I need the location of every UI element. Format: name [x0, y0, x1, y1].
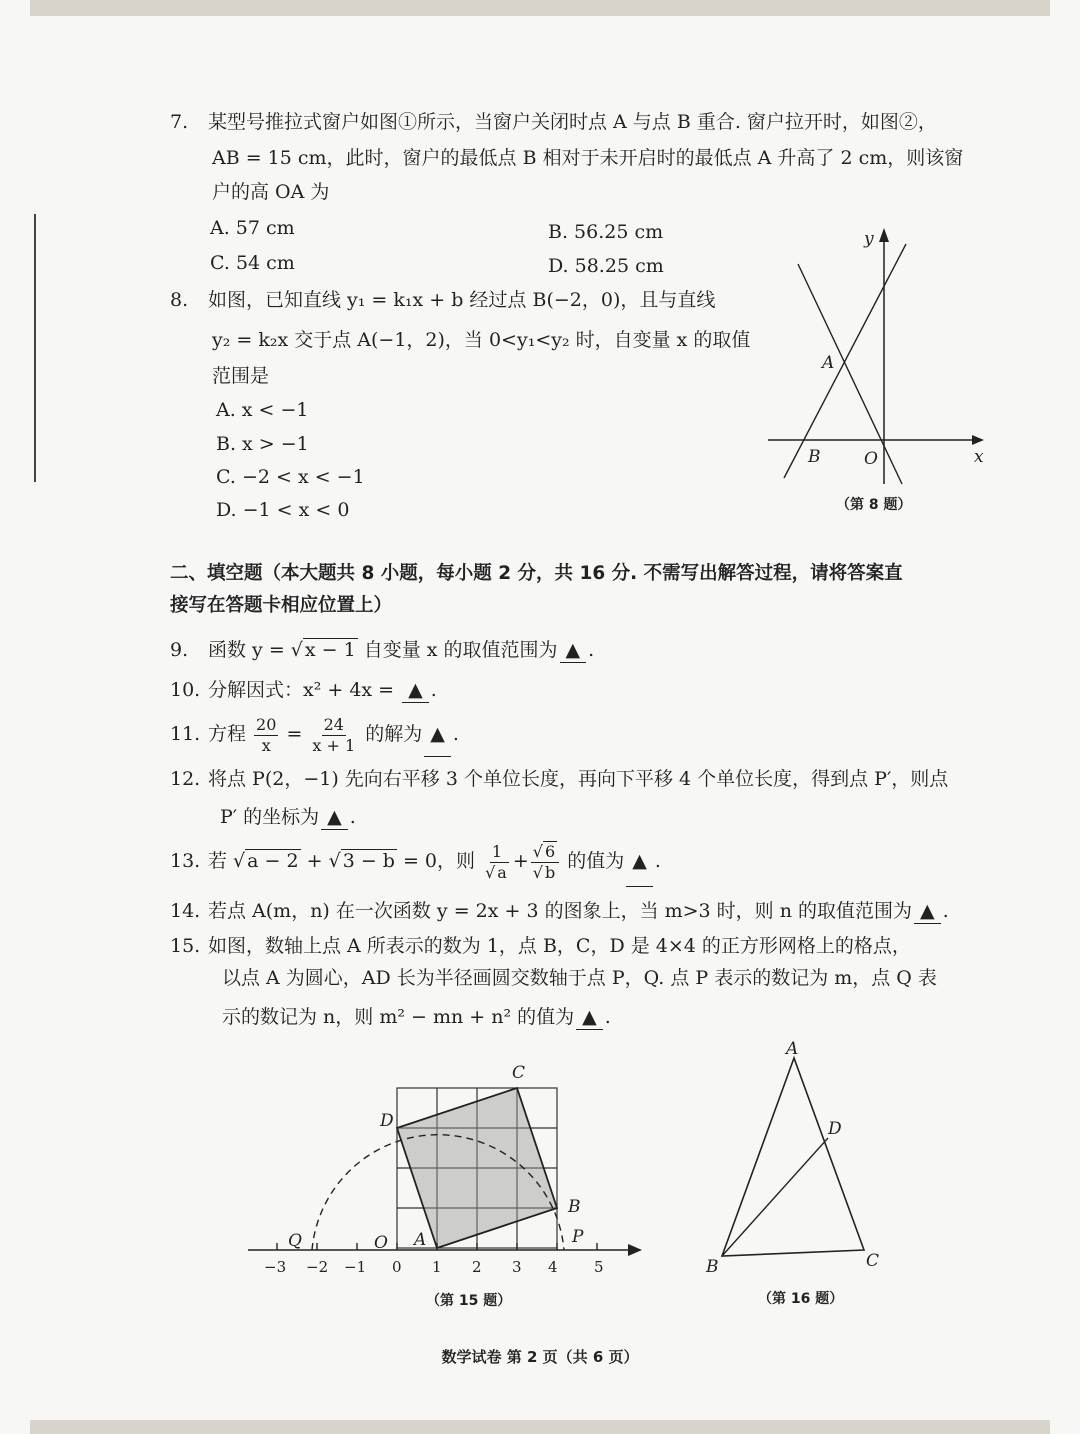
section-2-heading-line-2: 接写在答题卡相应位置上）: [170, 595, 393, 616]
q8-line-1: 8. 如图，已知直线 y₁ = k₁x + b 经过点 B(−2，0)，且与直线: [170, 289, 716, 311]
q9: 9. 函数 y = √ x − 1 自变量 x 的取值范围为 ▲ .: [170, 639, 595, 661]
tick-label-neg2: −2: [306, 1258, 329, 1276]
tick-label-neg1: −1: [344, 1258, 367, 1276]
q8-option-a: A. x < −1: [216, 399, 309, 421]
tick-label-neg3: −3: [264, 1258, 287, 1276]
q12-line-2: P′ 的坐标为 ▲ .: [220, 806, 356, 828]
figure-8-graph: [760, 222, 1000, 492]
label-a: A: [786, 1039, 799, 1059]
fraction-1-over-sqrt-a: $\frac{1}{√ a}$: [485, 841, 507, 882]
q7-option-b: B. 56.25 cm: [548, 221, 664, 243]
fraction-sqrt6-over-sqrt-b: $\frac{√ 6}{√ b}$: [531, 842, 559, 883]
answer-blank: ▲: [626, 836, 653, 887]
ticks: [277, 1243, 597, 1250]
label-c: C: [512, 1063, 526, 1083]
fraction-24-over-x-plus-1: $\frac{24}{x + 1}$: [312, 714, 356, 755]
fraction-20-over-x: $\frac{20}{x}$: [256, 714, 277, 755]
tick-label-3: 3: [512, 1258, 522, 1276]
tick-label-0: 0: [392, 1258, 402, 1276]
figure-8-caption: （第 8 题）: [836, 497, 912, 513]
label-x: x: [974, 447, 984, 467]
tick-label-2: 2: [472, 1258, 482, 1276]
y-axis-arrow: [879, 228, 889, 242]
q15-line-1: 15. 如图，数轴上点 A 所表示的数为 1，点 B，C，D 是 4×4 的正方形网格上的格点，: [170, 935, 911, 957]
q7-line-1: 7. 某型号推拉式窗户如图①所示，当窗户关闭时点 A 与点 B 重合. 窗户拉开时，如图②，: [170, 111, 937, 133]
label-q: Q: [288, 1231, 302, 1251]
label-p: P: [572, 1227, 584, 1247]
section-2-heading-line-1: 二、填空题（本大题共 8 小题，每小题 2 分，共 16 分. 不需写出解答过程，请将答案直: [170, 563, 903, 584]
q11: 11. 方程 $\frac{20}{x}$ = $\frac{24}{x + 1}$ 的解为 ▲ .: [170, 712, 459, 757]
q7-line-3: 户的高 OA 为: [212, 181, 330, 203]
q7-option-a: A. 57 cm: [210, 217, 295, 239]
figure-15-grid: [240, 1060, 660, 1290]
page-top-edge: [30, 0, 1050, 16]
label-o: O: [864, 449, 878, 469]
q8-line-3: 范围是: [212, 365, 270, 387]
q8-line-2: y₂ = k₂x 交于点 A(−1，2)，当 0<y₁<y₂ 时，自变量 x 的取值: [212, 329, 751, 351]
q7-line-2: AB = 15 cm，此时，窗户的最低点 B 相对于未开启时的最低点 A 升高了 2 cm，则该窗: [212, 147, 964, 169]
figure-16-caption: （第 16 题）: [758, 1291, 844, 1307]
figure-15-caption: （第 15 题）: [426, 1293, 512, 1309]
answer-blank: ▲: [424, 712, 451, 757]
figure-16-triangle: [700, 1036, 900, 1276]
label-b: B: [568, 1197, 581, 1217]
label-c: C: [866, 1251, 880, 1271]
q13: 13. 若 √ a − 2 + √ 3 − b = 0，则 $\frac{1}{√ a}$ + $\frac{√ 6}{√ b}$ 的值为 ▲ .: [170, 836, 661, 887]
q15-line-2: 以点 A 为圆心，AD 长为半径画圆交数轴于点 P，Q. 点 P 表示的数记为 m，点 Q 表: [222, 967, 937, 989]
tick-label-1: 1: [432, 1258, 442, 1276]
segment-bd: [722, 1138, 828, 1256]
label-d: D: [828, 1119, 842, 1139]
shaded-square-abcd: [397, 1088, 557, 1248]
page-bottom-edge: [30, 1420, 1050, 1434]
label-o: O: [374, 1233, 388, 1253]
page-footer: 数学试卷 第 2 页（共 6 页）: [441, 1348, 639, 1366]
label-d: D: [380, 1111, 394, 1131]
q12-line-1: 12. 将点 P(2，−1) 先向右平移 3 个单位长度，再向下平移 4 个单位长度，得到点 P′，则点: [170, 768, 949, 790]
label-a: A: [414, 1230, 427, 1250]
q10: 10. 分解因式：x² + 4x = ▲ .: [170, 679, 437, 701]
triangle-abc: [722, 1058, 864, 1256]
tick-label-4: 4: [548, 1258, 558, 1276]
q15-line-3: 示的数记为 n，则 m² − mn + n² 的值为 ▲ .: [222, 1006, 611, 1028]
label-y: y: [864, 229, 874, 249]
answer-blank: ▲: [576, 1005, 603, 1030]
q14: 14. 若点 A(m，n) 在一次函数 y = 2x + 3 的图象上，当 m>3 时，则 n 的取值范围为 ▲ .: [170, 900, 949, 922]
label-a: A: [822, 353, 835, 373]
q7-option-d: D. 58.25 cm: [548, 255, 664, 277]
answer-blank: ▲: [321, 805, 348, 830]
tick-label-5: 5: [594, 1258, 604, 1276]
label-b: B: [706, 1257, 719, 1277]
q7-option-c: C. 54 cm: [210, 252, 295, 274]
q8-option-c: C. −2 < x < −1: [216, 466, 365, 488]
margin-line: [34, 214, 36, 482]
q8-option-b: B. x > −1: [216, 433, 309, 455]
answer-blank: ▲: [402, 678, 429, 703]
label-b: B: [808, 447, 821, 467]
q8-option-d: D. −1 < x < 0: [216, 499, 350, 521]
line-y1: [784, 244, 906, 478]
x-axis-arrow: [972, 435, 984, 445]
number-line-arrow: [628, 1244, 642, 1256]
answer-blank: ▲: [560, 638, 587, 663]
answer-blank: ▲: [914, 899, 941, 924]
